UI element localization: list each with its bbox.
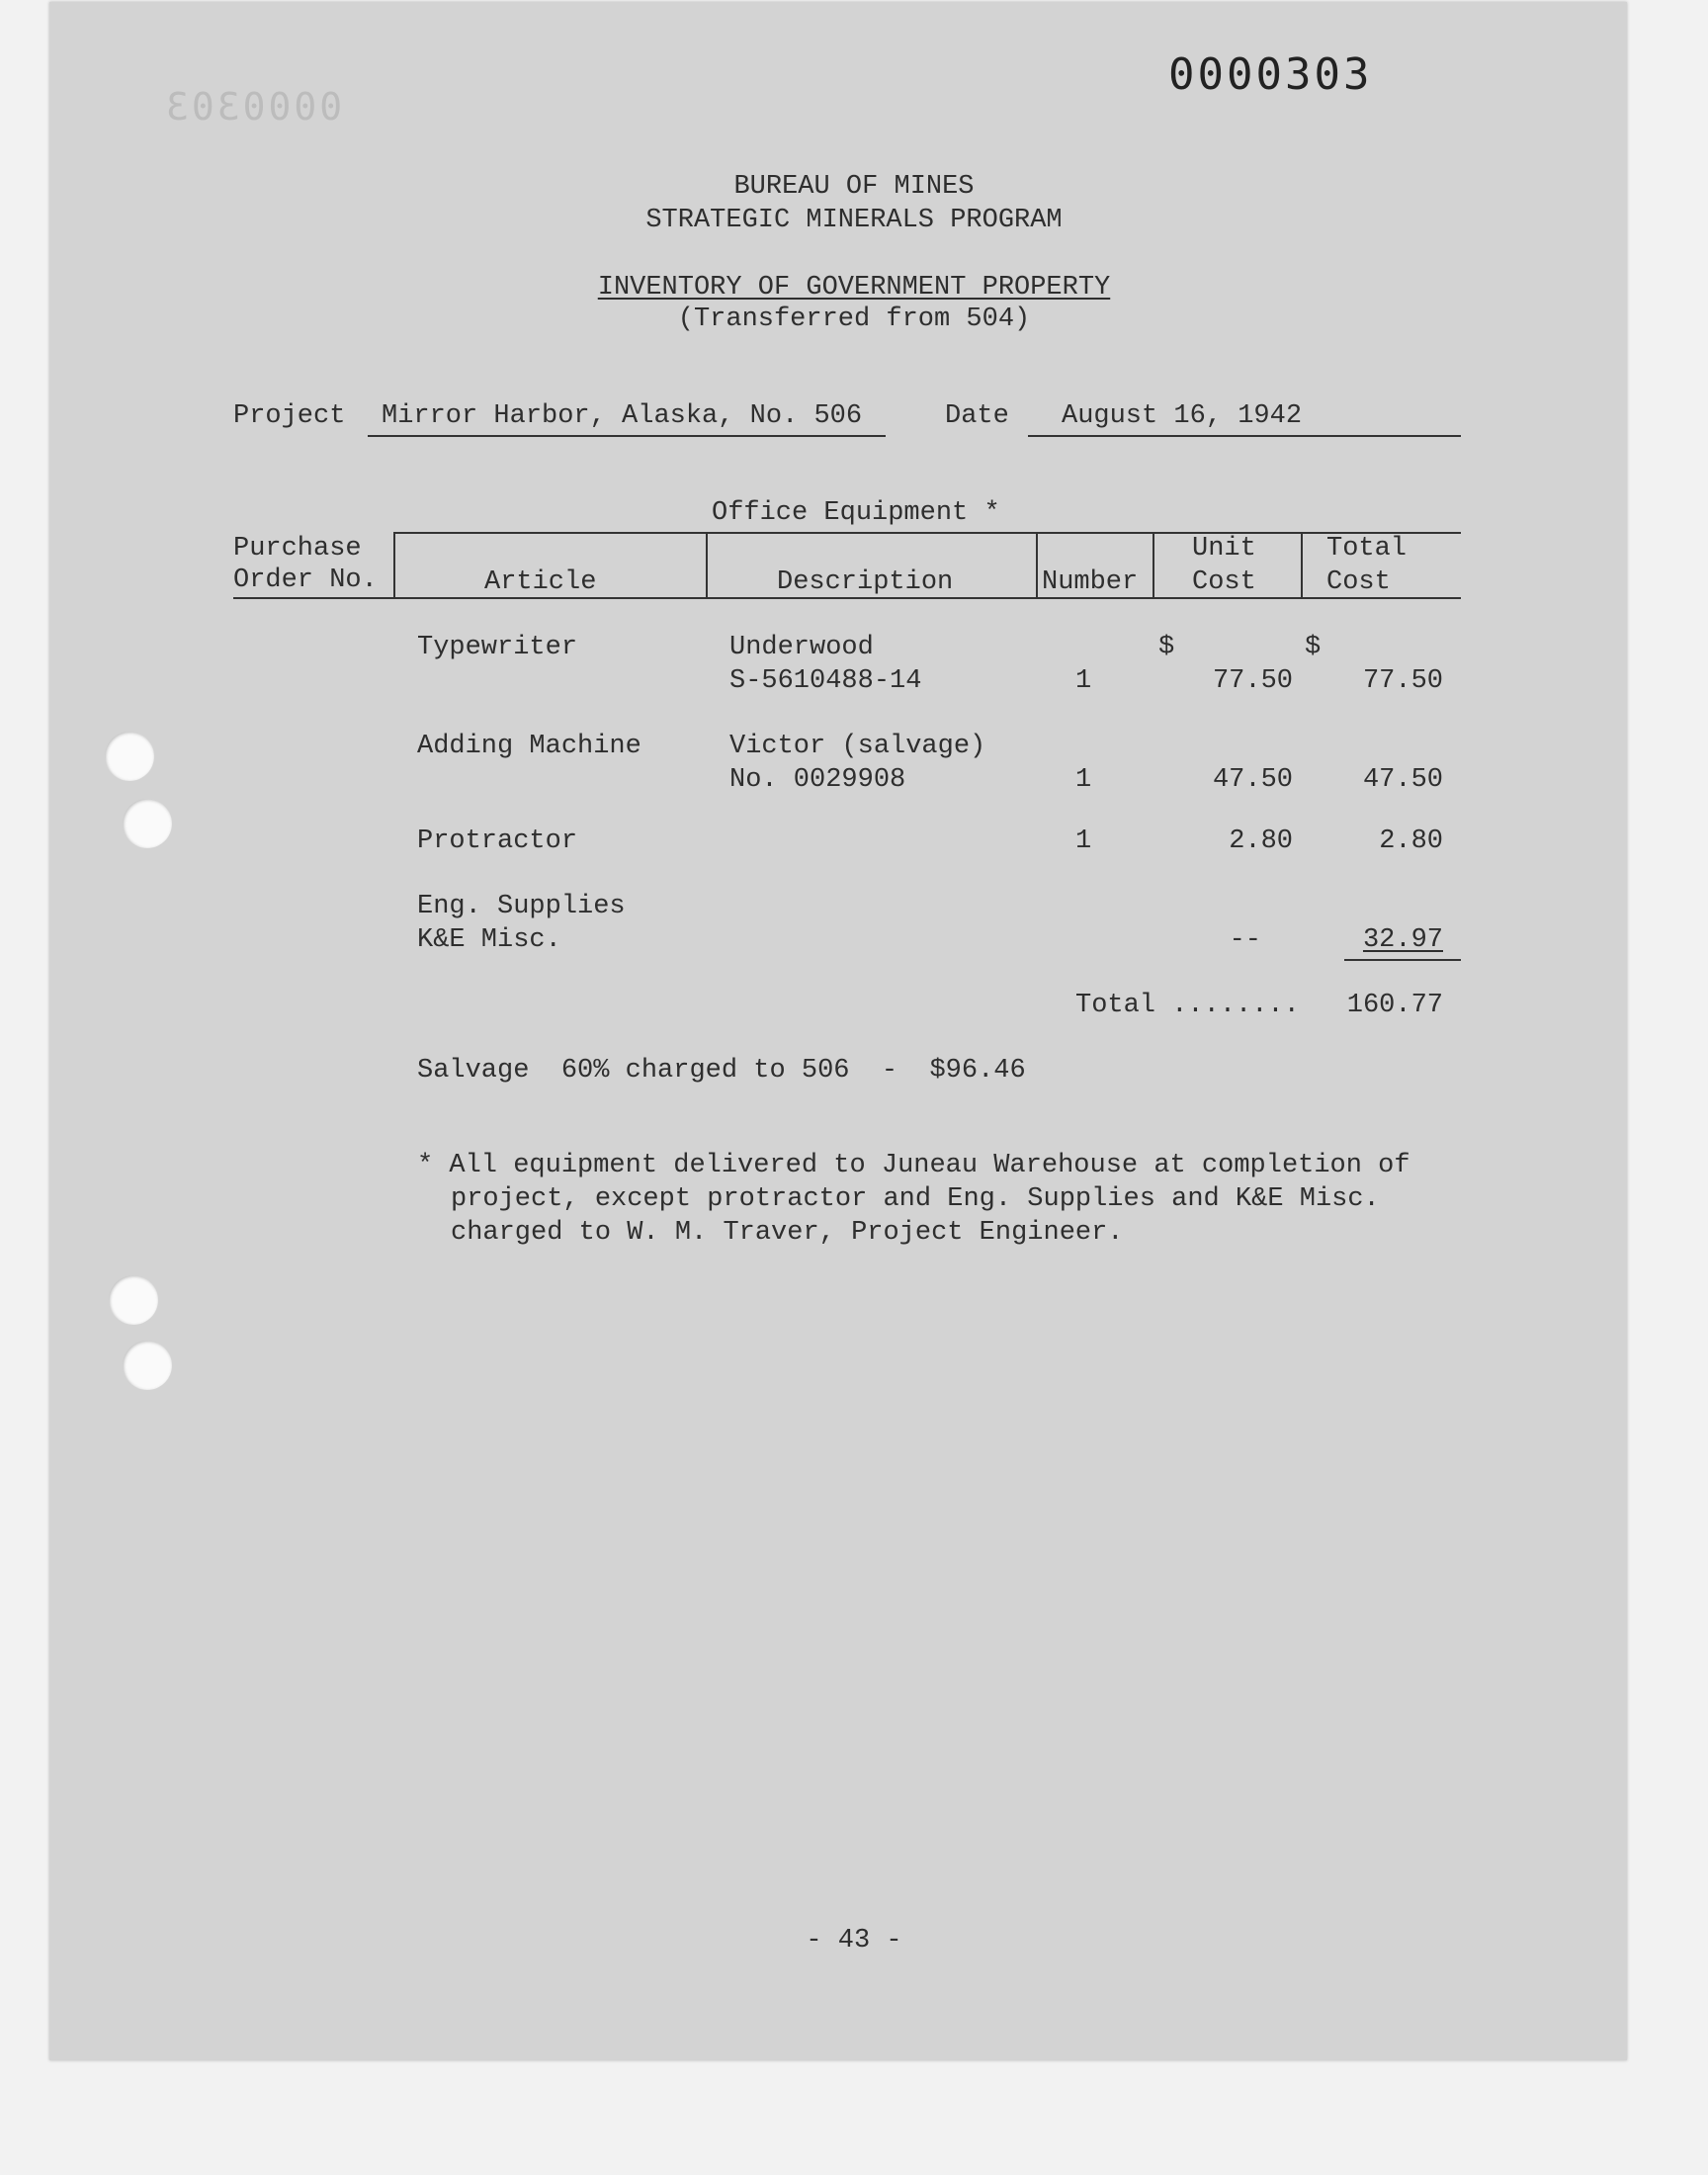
subtotal-rule <box>1344 959 1461 961</box>
footnote-line1: * All equipment delivered to Juneau Warehouse at completion of <box>417 1151 1410 1180</box>
header-number: Number <box>1042 567 1139 597</box>
header-total-line2: Cost <box>1326 567 1391 597</box>
row-1-total-cost: 77.50 <box>1362 666 1443 696</box>
footnote-line2: project, except protractor and Eng. Supplies and K&E Misc. <box>451 1184 1380 1214</box>
currency-symbol-unit: $ <box>1158 633 1175 662</box>
row-4-article-line1: Eng. Supplies <box>417 892 626 921</box>
header-unit-line2: Cost <box>1192 567 1256 597</box>
col-divider-4 <box>1153 532 1154 599</box>
section-title: Office Equipment * <box>712 498 1000 528</box>
col-divider-2 <box>706 532 708 599</box>
document-subtitle: (Transferred from 504) <box>677 304 1031 334</box>
ghost-serial-bleedthrough: 0000303 <box>163 85 343 129</box>
header-description: Description <box>777 567 954 597</box>
row-2-desc-line2: No. 0029908 <box>729 765 906 795</box>
row-3-total-cost: 2.80 <box>1379 826 1443 856</box>
row-1-article: Typewriter <box>417 633 578 662</box>
total-value: 160.77 <box>1346 991 1443 1020</box>
row-2-desc-line1: Victor (salvage) <box>729 732 986 761</box>
row-4-total-cost: 32.97 <box>1362 925 1443 955</box>
punch-hole-2 <box>123 799 172 848</box>
row-1-number: 1 <box>1075 666 1092 696</box>
punch-hole-1 <box>105 732 154 781</box>
date-value: August 16, 1942 <box>1062 401 1303 431</box>
col-divider-5 <box>1301 532 1303 599</box>
col-divider-3 <box>1036 532 1038 599</box>
punch-hole-3 <box>109 1275 158 1325</box>
date-label: Date <box>945 401 1009 431</box>
row-2-total-cost: 47.50 <box>1362 765 1443 795</box>
header-po-line2: Order No. <box>233 566 378 595</box>
row-4-unit-cost: -- <box>1229 925 1261 955</box>
row-1-desc-line2: S-5610488-14 <box>729 666 922 696</box>
table-header-rule <box>233 597 1461 599</box>
header-po-line1: Purchase <box>233 534 362 564</box>
currency-symbol-total: $ <box>1305 633 1322 662</box>
row-3-article: Protractor <box>417 826 578 856</box>
serial-number: 0000303 <box>1168 49 1373 100</box>
row-2-article: Adding Machine <box>417 732 641 761</box>
header-program: STRATEGIC MINERALS PROGRAM <box>645 206 1063 235</box>
document-title: INVENTORY OF GOVERNMENT PROPERTY <box>597 273 1111 303</box>
row-4-article-line2: K&E Misc. <box>417 925 561 955</box>
row-3-number: 1 <box>1075 826 1092 856</box>
project-underline <box>368 435 886 437</box>
page-number: - 43 - <box>806 1926 902 1956</box>
header-article: Article <box>484 567 597 597</box>
header-total-line1: Total <box>1326 534 1408 564</box>
date-underline <box>1028 435 1461 437</box>
header-unit-line1: Unit <box>1192 534 1256 564</box>
footnote-line3: charged to W. M. Traver, Project Engineer. <box>451 1218 1124 1248</box>
salvage-line: Salvage 60% charged to 506 - $96.46 <box>417 1056 1026 1086</box>
header-bureau: BUREAU OF MINES <box>733 172 975 202</box>
total-label: Total ........ <box>1075 991 1300 1020</box>
col-divider-1 <box>393 532 395 599</box>
row-2-number: 1 <box>1075 765 1092 795</box>
project-value: Mirror Harbor, Alaska, No. 506 <box>382 401 863 431</box>
row-1-desc-line1: Underwood <box>729 633 874 662</box>
row-1-unit-cost: 77.50 <box>1212 666 1293 696</box>
project-label: Project <box>233 401 346 431</box>
row-3-unit-cost: 2.80 <box>1229 826 1293 856</box>
punch-hole-4 <box>123 1341 172 1390</box>
row-2-unit-cost: 47.50 <box>1212 765 1293 795</box>
